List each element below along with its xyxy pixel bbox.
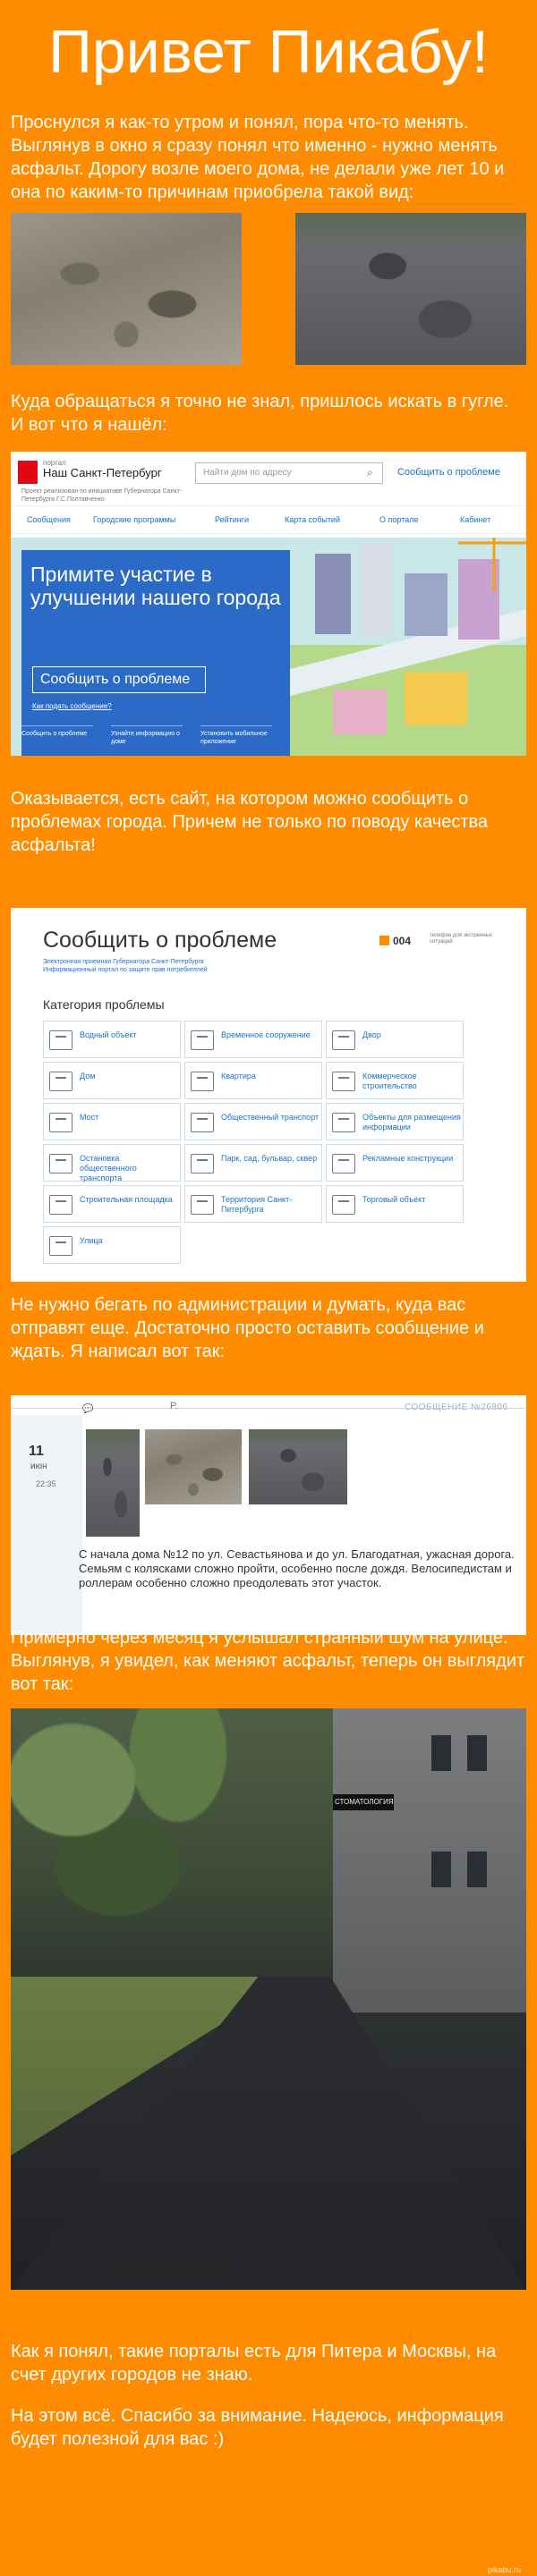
message-number: СООБЩЕНИЕ №26806 (405, 1402, 508, 1412)
message-date-column (11, 1415, 82, 1635)
category-item[interactable]: Строительная площадка (43, 1185, 181, 1223)
closing-paragraph: На этом всё. Спасибо за внимание. Надеюсь, информация будет полезной для вас :) (11, 2406, 504, 2449)
hero-howto-link[interactable]: Как подать сообщение? (32, 702, 112, 710)
category-item[interactable]: Общественный транспорт (184, 1103, 322, 1140)
portal-hero (11, 538, 526, 756)
categories-subtitle (43, 958, 208, 974)
street-icon (49, 1236, 72, 1256)
categories-title: Сообщить о проблеме (43, 928, 277, 953)
portal-report-link[interactable]: Сообщить о проблеме (397, 467, 500, 478)
message-day: 11 (29, 1444, 44, 1459)
message-author: Р. (170, 1401, 178, 1411)
categories-subtitle-2[interactable]: Информационный портал по защите прав потребителей (43, 967, 208, 973)
watermark: pikabu.ru (488, 2565, 522, 2574)
building (333, 1708, 526, 2012)
category-item[interactable]: Остановка общественного транспорта (43, 1144, 181, 1182)
category-item[interactable]: Улица (43, 1226, 181, 1264)
portal-nav-item[interactable]: Сообщения (27, 515, 71, 524)
portals-paragraph: Как я понял, такие порталы есть для Питера и Москвы, на счет других городов не знаю. (11, 2342, 497, 2385)
damaged-road-photo-2 (295, 213, 526, 365)
trees (11, 1708, 315, 1995)
search-paragraph: Куда обращаться я точно не знал, пришлось искать в гугле. И вот что я нашёл: (11, 392, 509, 435)
intro-paragraph: Проснулся я как-то утром и понял, пора что-то менять. Выглянув в окно я сразу понял что именно - нужно менять асфальт. Дорогу возле моего дома, не делали уже лет 10 и она по каким-то причинам приобрела такой вид: (11, 113, 505, 202)
category-item[interactable]: Водный объект (43, 1021, 181, 1058)
clinic-sign: СТОМАТОЛОГИЯ (333, 1794, 394, 1810)
hero-report-button[interactable]: Сообщить о проблеме (32, 666, 206, 693)
message-screenshot (11, 1395, 526, 1635)
shop-icon (332, 1195, 355, 1215)
tree-icon (191, 1154, 214, 1174)
message-text: С начала дома №12 по ул. Севастьянова и до ул. Благодатная, ужасная дорога. Семьям с колясками сложно пройти, особенно после дождя. Велосипедистам и роллерам особенно сложно преодолевать этот участок. (79, 1547, 515, 1589)
category-item[interactable]: Парк, сад, бульвар, сквер (184, 1144, 322, 1182)
category-item[interactable]: Территория Санкт-Петербурга (184, 1185, 322, 1223)
advice-paragraph: Не нужно бегать по администрации и думать, куда вас отправят еще. Достаточно просто оставить сообщение и ждать. Я написал вот так: (11, 1295, 484, 1361)
category-item[interactable]: Рекламные конструкции (326, 1144, 464, 1182)
result-paragraph: Примерно через месяц я услышал странный шум на улице. Выглянув, я увидел, как меняют асфальт, теперь он выглядит вот так: (11, 1628, 525, 1694)
bus-stop-icon (49, 1154, 72, 1174)
categories-subtitle-1[interactable]: Электронная приемная Губернатора Санкт-Петербурга (43, 959, 204, 965)
emergency-phone-caption: телефон для экстренных ситуаций (430, 933, 492, 945)
category-item[interactable]: Мост (43, 1103, 181, 1140)
portal-brand[interactable]: Наш Санкт-Петербург (43, 466, 162, 479)
category-item[interactable]: Временное сооружение (184, 1021, 322, 1058)
emergency-phone: 004 (379, 935, 411, 947)
hero-foot-app[interactable]: Установить мобильное приложение (200, 725, 272, 746)
message-photo-3[interactable] (249, 1429, 347, 1504)
city-icon (191, 1195, 214, 1215)
hero-foot-report[interactable]: Сообщить о проблеме (21, 725, 93, 738)
message-photo-2[interactable] (145, 1429, 242, 1504)
water-icon (49, 1030, 72, 1050)
comment-icon: 💬 (82, 1404, 94, 1414)
hero-foot-house[interactable]: Узнайте информацию о доме (111, 725, 183, 746)
construction-icon (49, 1195, 72, 1215)
category-item[interactable]: Торговый объект (326, 1185, 464, 1223)
portal-nav-item[interactable]: О портале (379, 515, 419, 524)
category-item[interactable]: Дом (43, 1062, 181, 1099)
kiosk-icon (191, 1030, 214, 1050)
bridge-icon (49, 1113, 72, 1132)
portal-nav-item[interactable]: Городские программы (93, 515, 176, 524)
page-title: Привет Пикабу! (48, 18, 489, 86)
site-paragraph: Оказывается, есть сайт, на котором можно сообщить о проблемах города. Причем не только по поводу качества асфальта! (11, 789, 489, 855)
crane-icon (332, 1072, 355, 1091)
category-item[interactable]: Коммерческое строительство (326, 1062, 464, 1099)
damaged-road-photo-1 (11, 213, 242, 365)
ad-board-icon (332, 1154, 355, 1174)
message-photo-1[interactable] (86, 1429, 140, 1537)
yard-icon (332, 1030, 355, 1050)
portal-brand-subtitle: Проект реализован по инициативе Губернатора Санкт-Петербурга Г.С.Полтавченко (21, 488, 183, 503)
category-item[interactable]: Объекты для размещения информации (326, 1103, 464, 1140)
categories-screenshot (11, 908, 526, 1282)
portal-nav-item[interactable]: Кабинет (460, 515, 491, 524)
category-item[interactable]: Квартира (184, 1062, 322, 1099)
message-month: июн (30, 1462, 47, 1471)
apartment-icon (191, 1072, 214, 1091)
categories-heading: Категория проблемы (43, 997, 165, 1012)
portal-logo-icon (18, 461, 38, 484)
portal-nav-item[interactable]: Рейтинги (215, 515, 250, 524)
portal-screenshot (11, 452, 526, 756)
portal-search-input[interactable]: Найти дом по адресу (195, 462, 383, 484)
message-time: 22:35 (36, 1479, 56, 1488)
portal-brand-prefix: портал (43, 459, 66, 467)
portal-nav (11, 505, 526, 534)
bus-icon (191, 1113, 214, 1132)
billboard-icon (332, 1113, 355, 1132)
portal-nav-item[interactable]: Карта событий (285, 515, 340, 524)
category-item[interactable]: Двор (326, 1021, 464, 1058)
search-icon[interactable]: ⌕ (367, 466, 373, 479)
new-asphalt-photo (11, 1708, 526, 2290)
hero-overlay (21, 550, 290, 756)
house-icon (49, 1072, 72, 1091)
hero-heading: Примите участие в улучшении нашего города (30, 563, 281, 609)
